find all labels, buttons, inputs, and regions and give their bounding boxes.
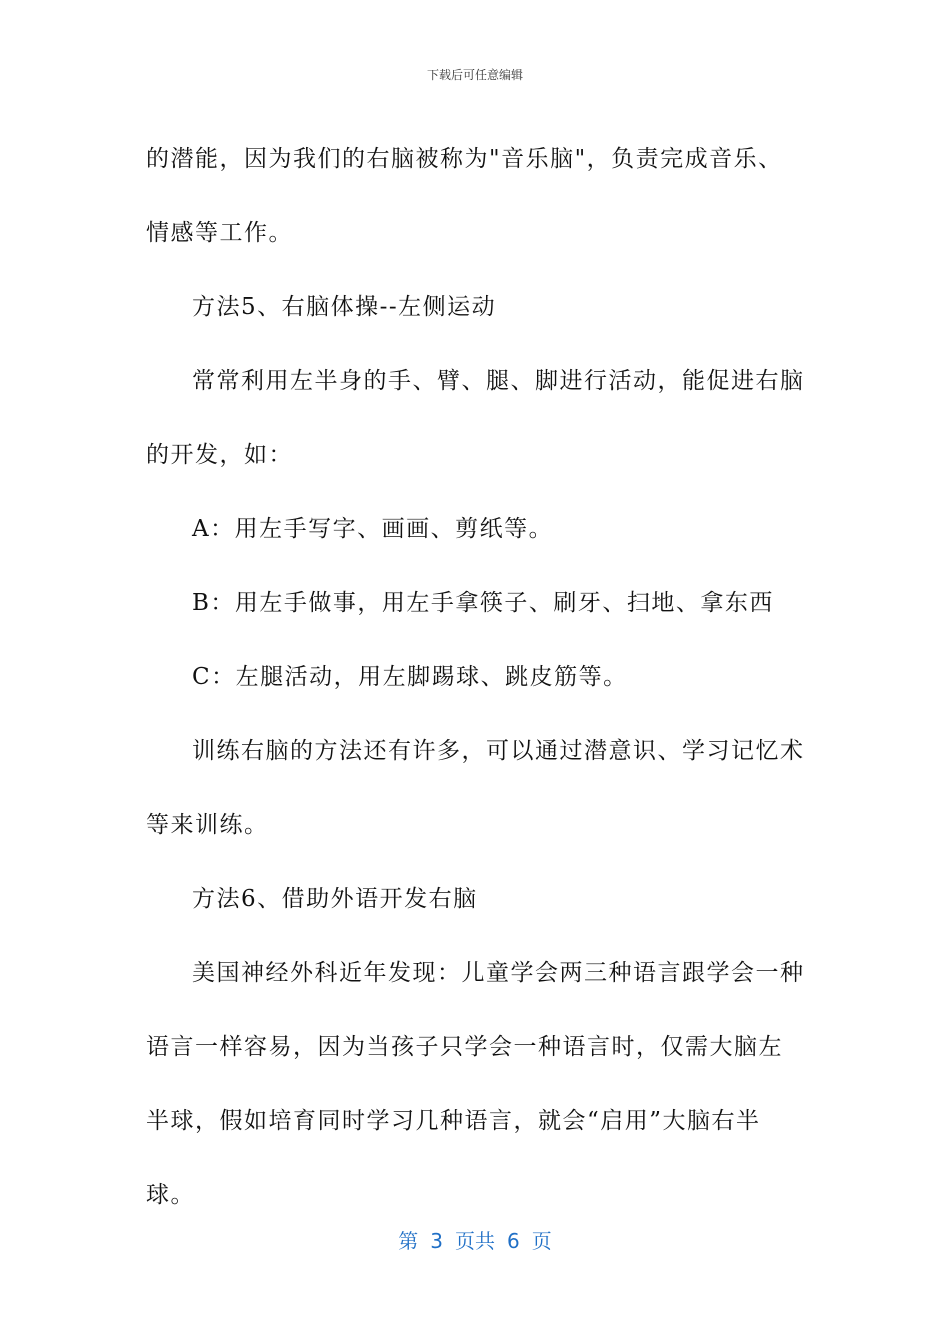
footer-prefix: 第 — [398, 1229, 419, 1253]
section-heading-method-6: 方法6、借助外语开发右脑 — [192, 886, 478, 912]
footer-middle: 页共 — [455, 1229, 495, 1253]
document-body — [146, 122, 806, 1232]
page-header: 下载后可任意编辑 — [426, 68, 523, 82]
list-item-a: A：用左手写字、画画、剪纸等。 — [192, 516, 554, 542]
page-footer — [0, 1225, 950, 1254]
paragraph-other-methods: 训练右脑的方法还有许多，可以通过潜意识、学习记忆术等来训练。 — [146, 738, 805, 838]
section-heading-method-5: 方法5、右脑体操--左侧运动 — [192, 294, 497, 320]
footer-suffix: 页 — [531, 1229, 552, 1253]
footer-total-pages: 6 — [507, 1229, 520, 1253]
list-item-c: C：左腿活动，用左脚踢球、跳皮筋等。 — [192, 664, 628, 690]
list-item-b: B：用左手做事，用左手拿筷子、刷牙、扫地、拿东西 — [192, 590, 774, 616]
paragraph-left-side-exercise: 常常利用左半身的手、臂、腿、脚进行活动，能促进右脑的开发，如： — [146, 368, 805, 468]
paragraph-foreign-language: 美国神经外科近年发现：儿童学会两三种语言跟学会一种语言一样容易，因为当孩子只学会一种语言时，仅需大脑左半球，假如培育同时学习几种语言，就会“启用”大脑右半球。 — [146, 960, 805, 1208]
paragraph-continuation: 的潜能，因为我们的右脑被称为"音乐脑"，负责完成音乐、情感等工作。 — [146, 146, 783, 246]
footer-current-page: 3 — [430, 1229, 443, 1253]
